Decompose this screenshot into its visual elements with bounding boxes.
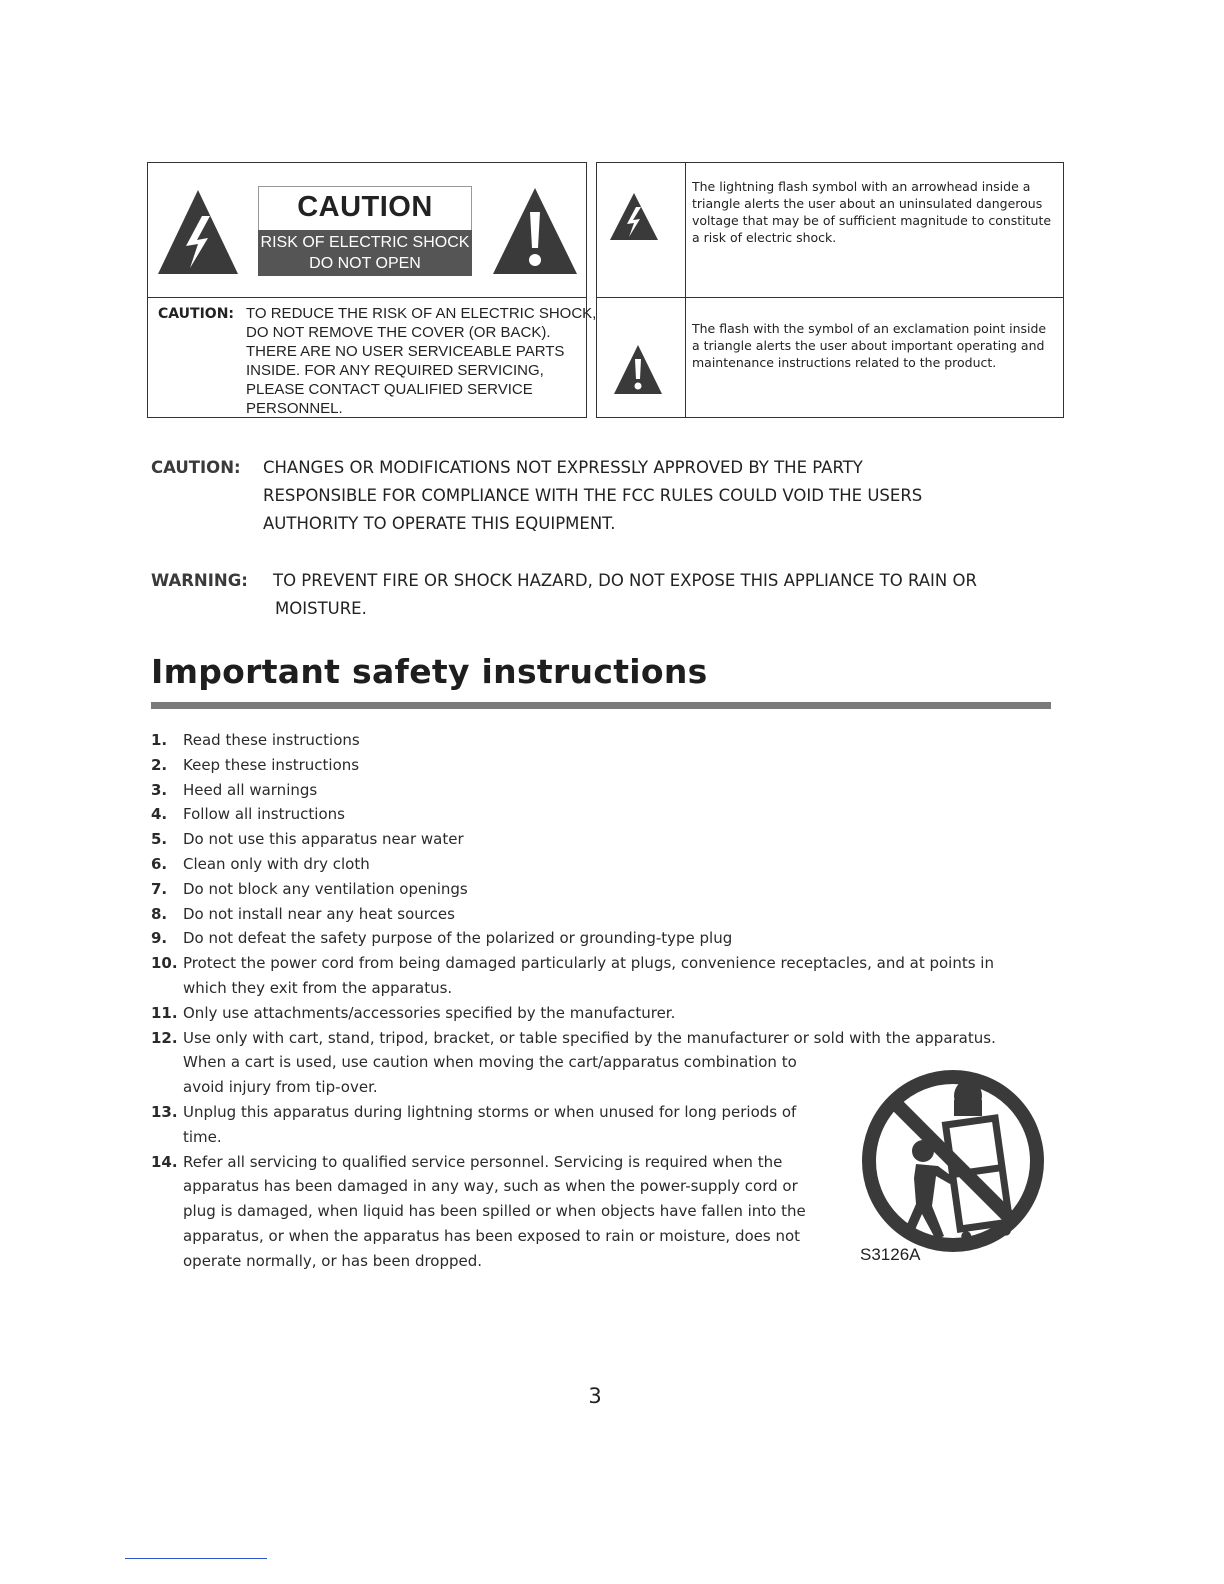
- item-text: Protect the power cord from being damaged particularly at plugs, convenience receptacles, and at points in which they exit from the apparatus.: [183, 954, 994, 997]
- warning-label: WARNING:: [151, 571, 248, 590]
- caution-line-6: PERSONNEL.: [246, 400, 343, 417]
- lightning-symbol-icon: [609, 192, 659, 242]
- list-item: [151, 951, 1031, 1001]
- exclamation-symbol-icon: [613, 344, 663, 396]
- cart-figure-label: S3126A: [860, 1245, 921, 1264]
- item-text: Do not block any ventilation openings: [183, 879, 468, 898]
- item-number: 4.: [151, 805, 168, 824]
- item-number: 3.: [151, 780, 168, 799]
- item-number: 9.: [151, 929, 168, 948]
- item-number: 13.: [151, 1102, 178, 1121]
- item-number: 1.: [151, 731, 168, 749]
- item-number: 6.: [151, 854, 168, 873]
- cart-tipover-warning-icon: [858, 1066, 1048, 1256]
- list-item: [151, 852, 1031, 877]
- risk-line-2: DO NOT OPEN: [309, 255, 421, 272]
- item-number: 2.: [151, 755, 168, 774]
- item-number: 10.: [151, 954, 178, 973]
- item-text: Heed all warnings: [183, 780, 318, 799]
- fcc-caution-line-2: RESPONSIBLE FOR COMPLIANCE WITH THE FCC RULES COULD VOID THE USERS: [263, 486, 923, 505]
- item-text: Follow all instructions: [183, 805, 345, 824]
- item-text: Read these instructions: [183, 731, 360, 749]
- warning-line-2: MOISTURE.: [275, 599, 367, 618]
- item-text: Refer all servicing to qualified service personnel. Servicing is required when the apparatus has been damaged in any way, such as when the power-supply cord or plug is damaged, when liquid has been spilled or when objects have fallen into the apparatus, or when the apparatus has been exposed to rain or moisture, does not operate normally, or has been dropped.: [183, 1152, 806, 1270]
- list-item: [151, 778, 1031, 803]
- caution-line-4: INSIDE. FOR ANY REQUIRED SERVICING,: [246, 362, 544, 379]
- section-title: Important safety instructions: [151, 652, 708, 691]
- fcc-caution-line-1: CHANGES OR MODIFICATIONS NOT EXPRESSLY APPROVED BY THE PARTY: [263, 458, 863, 477]
- caution-line-3: THERE ARE NO USER SERVICEABLE PARTS: [246, 343, 565, 360]
- caution-title: CAUTION: [258, 186, 472, 230]
- list-item: [151, 877, 1031, 902]
- list-item: [151, 926, 1031, 951]
- item-text: Do not use this apparatus near water: [183, 830, 464, 849]
- item-number: 7.: [151, 879, 168, 898]
- risk-line-1: RISK OF ELECTRIC SHOCK: [260, 234, 470, 251]
- lightning-symbol-text: The lightning flash symbol with an arrowhead inside a triangle alerts the user about an uninsulated dangerous voltage that may be of sufficient magnitude to constitute a risk of electric shock.: [692, 179, 1052, 245]
- section-rule: [151, 702, 1051, 709]
- list-item: [151, 753, 1031, 778]
- item-text: Keep these instructions: [183, 755, 360, 774]
- item-number: 8.: [151, 904, 168, 923]
- list-item: [151, 802, 1031, 827]
- lightning-warning-icon: [156, 188, 240, 278]
- item-text: Do not install near any heat sources: [183, 904, 455, 923]
- item-text: Unplug this apparatus during lightning storms or when unused for long periods of time.: [183, 1102, 797, 1146]
- caution-label-box: CAUTION:: [158, 306, 235, 322]
- item-text: Do not defeat the safety purpose of the polarized or grounding-type plug: [183, 929, 733, 948]
- fcc-caution-line-3: AUTHORITY TO OPERATE THIS EQUIPMENT.: [263, 514, 616, 533]
- symbol-table-row-divider: [596, 297, 1064, 298]
- list-item: [151, 1001, 1031, 1026]
- item-number: 5.: [151, 830, 168, 849]
- item-number: 14.: [151, 1152, 178, 1171]
- exclamation-warning-icon: [491, 186, 579, 278]
- item-number: 11.: [151, 1003, 178, 1022]
- exclamation-symbol-text: The flash with the symbol of an exclamation point inside a triangle alerts the user about important operating and maintenance instructions related to the product.: [692, 321, 1047, 370]
- item-text: Clean only with dry cloth: [183, 854, 370, 873]
- item-number: 12.: [151, 1028, 178, 1047]
- list-item: [151, 902, 1031, 927]
- item-text-continued: When a cart is used, use caution when moving the cart/apparatus combination to avoid injury from tip-over.: [183, 1053, 797, 1097]
- caution-line-2: DO NOT REMOVE THE COVER (OR BACK).: [246, 324, 551, 341]
- list-item: [151, 728, 1031, 753]
- page-number: 3: [588, 1384, 602, 1408]
- item-text: Use only with cart, stand, tripod, bracket, or table specified by the manufacturer or sold with the apparatus.: [183, 1028, 996, 1047]
- risk-of-shock-banner: [258, 230, 472, 276]
- list-item: [151, 827, 1031, 852]
- fcc-caution-label: CAUTION:: [151, 458, 241, 477]
- symbol-table-col-divider: [685, 162, 686, 418]
- footer-line: [125, 1558, 267, 1559]
- caution-line-5: PLEASE CONTACT QUALIFIED SERVICE: [246, 381, 533, 398]
- warning-line-1: TO PREVENT FIRE OR SHOCK HAZARD, DO NOT EXPOSE THIS APPLIANCE TO RAIN OR: [273, 571, 977, 590]
- caution-box-divider: [147, 297, 587, 298]
- caution-line-1: TO REDUCE THE RISK OF AN ELECTRIC SHOCK,: [246, 305, 597, 322]
- item-text: Only use attachments/accessories specified by the manufacturer.: [183, 1003, 676, 1022]
